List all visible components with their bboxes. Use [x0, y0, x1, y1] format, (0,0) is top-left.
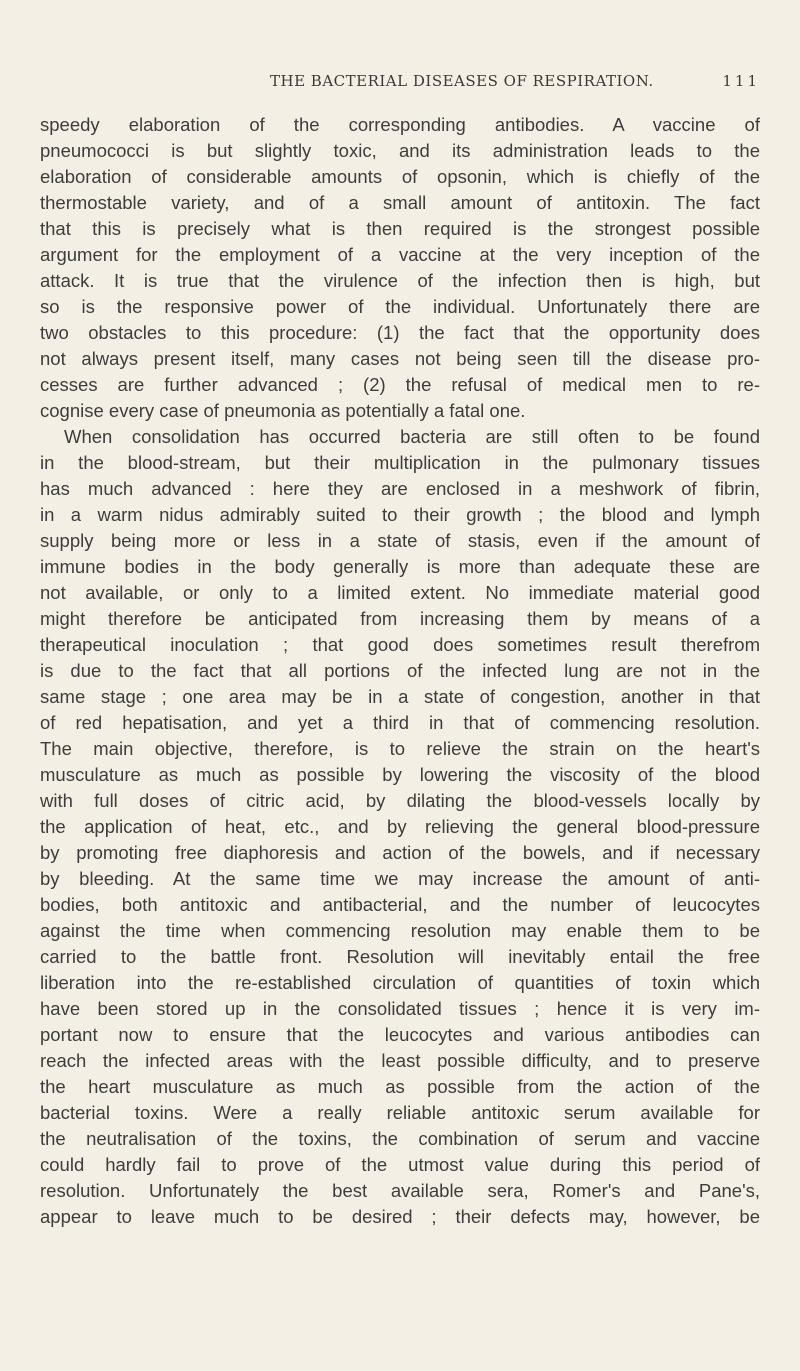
text-line: The main objective, therefore, is to relieve the strain on the heart's	[40, 738, 760, 759]
text-line: thermostable variety, and of a small amount of antitoxin. The fact	[40, 192, 760, 213]
text-line: speedy elaboration of the corresponding antibodies. A vaccine of	[40, 114, 760, 135]
text-line: When consolidation has occurred bacteria are still often to be found	[64, 426, 760, 447]
running-title: THE BACTERIAL DISEASES OF RESPIRATION.	[270, 72, 654, 90]
text-line: not available, or only to a limited extent. No immediate material good	[40, 582, 760, 603]
text-line: of red hepatisation, and yet a third in that of commencing resolution.	[40, 712, 760, 733]
text-line: might therefore be anticipated from increasing them by means of a	[40, 608, 760, 629]
text-line: not always present itself, many cases not being seen till the disease pro-	[40, 348, 760, 369]
text-line: attack. It is true that the virulence of the infection then is high, but	[40, 270, 760, 291]
text-line: that this is precisely what is then required is the strongest possible	[40, 218, 760, 239]
text-line: portant now to ensure that the leucocytes and various antibodies can	[40, 1024, 760, 1045]
text-line: two obstacles to this procedure: (1) the fact that the opportunity does	[40, 322, 760, 343]
text-line: is due to the fact that all portions of the infected lung are not in the	[40, 660, 760, 681]
text-line: have been stored up in the consolidated tissues ; hence it is very im-	[40, 998, 760, 1019]
text-line: elaboration of considerable amounts of opsonin, which is chiefly of the	[40, 166, 760, 187]
text-line: same stage ; one area may be in a state of congestion, another in that	[40, 686, 760, 707]
text-line: musculature as much as possible by lowering the viscosity of the blood	[40, 764, 760, 785]
text-line: the heart musculature as much as possible from the action of the	[40, 1076, 760, 1097]
text-line: has much advanced : here they are enclosed in a meshwork of fibrin,	[40, 478, 760, 499]
text-line: by promoting free diaphoresis and action of the bowels, and if necessary	[40, 842, 760, 863]
text-line: pneumococci is but slightly toxic, and its administration leads to the	[40, 140, 760, 161]
text-line: liberation into the re-established circulation of quantities of toxin which	[40, 972, 760, 993]
text-line: in a warm nidus admirably suited to their growth ; the blood and lymph	[40, 504, 760, 525]
text-line: supply being more or less in a state of stasis, even if the amount of	[40, 530, 760, 551]
text-line: carried to the battle front. Resolution will inevitably entail the free	[40, 946, 760, 967]
text-line: cognise every case of pneumonia as potentially a fatal one.	[40, 400, 526, 421]
text-line: could hardly fail to prove of the utmost value during this period of	[40, 1154, 760, 1175]
running-header	[40, 72, 760, 96]
text-line: with full doses of citric acid, by dilating the blood-vessels locally by	[40, 790, 760, 811]
text-line: in the blood-stream, but their multiplication in the pulmonary tissues	[40, 452, 760, 473]
text-line: so is the responsive power of the individual. Unfortunately there are	[40, 296, 760, 317]
text-line: reach the infected areas with the least possible difficulty, and to preserve	[40, 1050, 760, 1071]
text-line: bacterial toxins. Were a really reliable antitoxic serum available for	[40, 1102, 760, 1123]
text-line: appear to leave much to be desired ; their defects may, however, be	[40, 1206, 760, 1227]
text-line: cesses are further advanced ; (2) the refusal of medical men to re-	[40, 374, 760, 395]
text-line: by bleeding. At the same time we may increase the amount of anti-	[40, 868, 760, 889]
text-line: therapeutical inoculation ; that good does sometimes result therefrom	[40, 634, 760, 655]
text-line: immune bodies in the body generally is more than adequate these are	[40, 556, 760, 577]
text-line: bodies, both antitoxic and antibacterial, and the number of leucocytes	[40, 894, 760, 915]
text-line: the neutralisation of the toxins, the combination of serum and vaccine	[40, 1128, 760, 1149]
page-number: 111	[722, 72, 760, 90]
text-line: against the time when commencing resolution may enable them to be	[40, 920, 760, 941]
text-line: argument for the employment of a vaccine at the very inception of the	[40, 244, 760, 265]
text-line: resolution. Unfortunately the best available sera, Romer's and Pane's,	[40, 1180, 760, 1201]
text-line: the application of heat, etc., and by relieving the general blood-pressure	[40, 816, 760, 837]
body-text	[40, 112, 760, 1230]
